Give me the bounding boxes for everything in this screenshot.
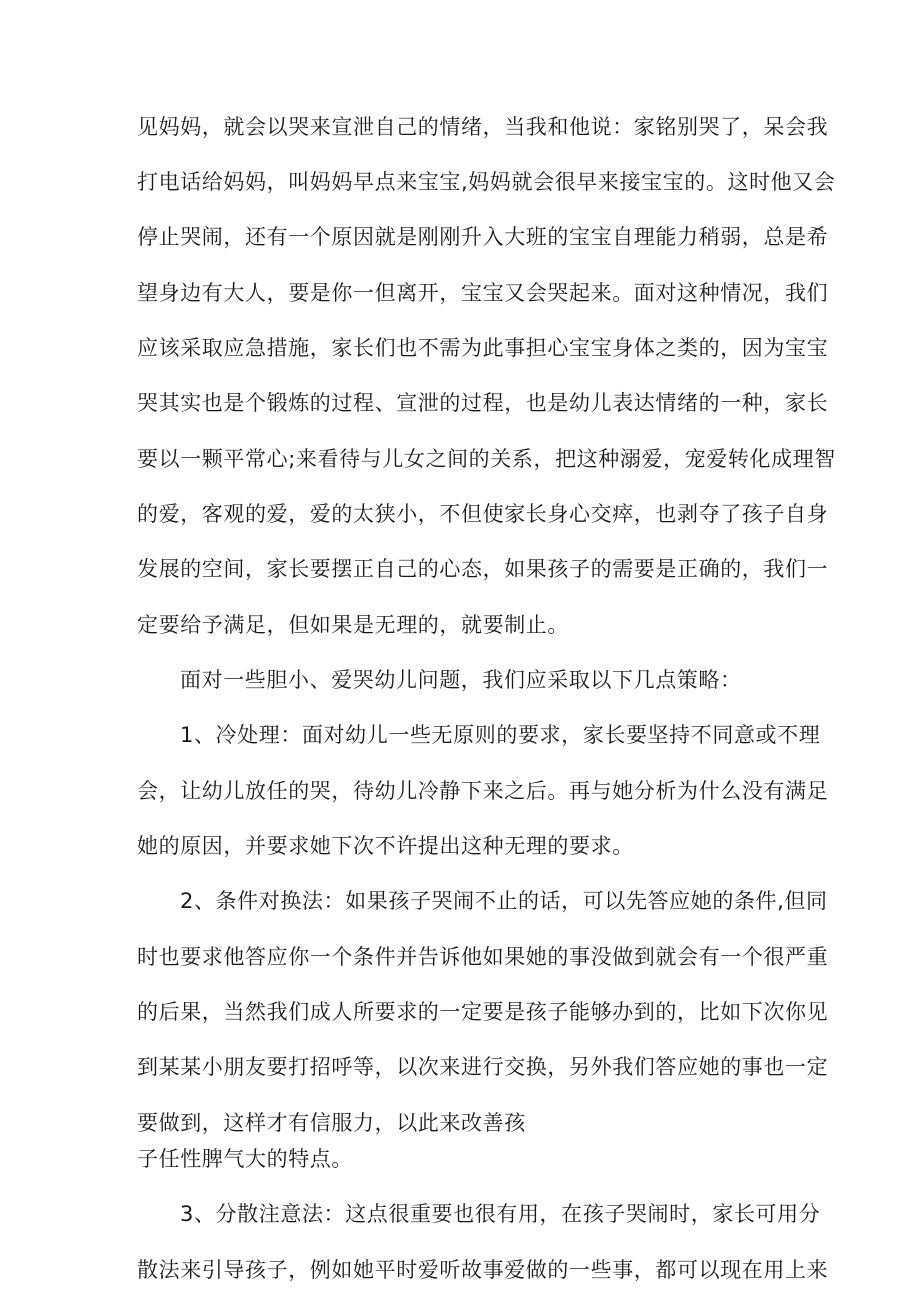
text-line: 见妈妈，就会以哭来宣泄自己的情绪，当我和他说：家铭别哭了，呆会我: [137, 115, 829, 139]
text-line: 应该采取应急措施，家长们也不需为此事担心宝宝身体之类的，因为宝宝: [137, 336, 829, 360]
text-line: 她的原因，并要求她下次不许提出这种无理的要求。: [137, 834, 634, 858]
text-line: 要做到，这样才有信服力，以此来改善孩: [137, 1111, 526, 1135]
text-line: 散法来引导孩子，例如她平时爱听故事爱做的一些事，都可以现在用上来: [137, 1258, 829, 1282]
text-line: 的后果，当然我们成人所要求的一定要是孩子能够办到的，比如下次你见: [137, 1000, 829, 1024]
text-line: 2、条件对换法：如果孩子哭闹不止的话，可以先答应她的条件,但同: [180, 889, 828, 913]
text-line: 哭其实也是个锻炼的过程、宣泄的过程，也是幼儿表达情绪的一种，家长: [137, 391, 829, 415]
text-line: 会，让幼儿放任的哭，待幼儿冷静下来之后。再与她分析为什么没有满足: [137, 779, 829, 803]
text-line: 的爱，客观的爱，爱的太狭小，不但使家长身心交瘁，也剥夺了孩子自身: [137, 502, 829, 526]
text-line: 打电话给妈妈，叫妈妈早点来宝宝,妈妈就会很早来接宝宝的。这时他又会: [137, 170, 836, 194]
text-line: 要以一颗平常心;来看待与儿女之间的关系，把这种溺爱，宠爱转化成理智: [137, 447, 836, 471]
paragraph-heading: 面对一些胆小、爱哭幼儿问题，我们应采取以下几点策略：: [180, 668, 742, 692]
text-line: 望身边有大人，要是你一但离开，宝宝又会哭起来。面对这种情况，我们: [137, 281, 829, 305]
text-line: 到某某小朋友要打招呼等，以次来进行交换，另外我们答应她的事也一定: [137, 1055, 829, 1079]
text-line: 子任性脾气大的特点。: [137, 1147, 353, 1171]
text-line: 3、分散注意法：这点很重要也很有用，在孩子哭闹时，家长可用分: [180, 1202, 821, 1226]
text-line: 1、冷处理：面对幼儿一些无原则的要求，家长要坚持不同意或不理: [180, 723, 821, 747]
text-line: 定要给予满足，但如果是无理的，就要制止。: [137, 613, 569, 637]
text-line: 发展的空间，家长要摆正自己的心态，如果孩子的需要是正确的，我们一: [137, 557, 829, 581]
text-line: 停止哭闹，还有一个原因就是刚刚升入大班的宝宝自理能力稍弱，总是希: [137, 225, 829, 249]
text-line: 时也要求他答应你一个条件并告诉他如果她的事没做到就会有一个很严重: [137, 945, 829, 969]
